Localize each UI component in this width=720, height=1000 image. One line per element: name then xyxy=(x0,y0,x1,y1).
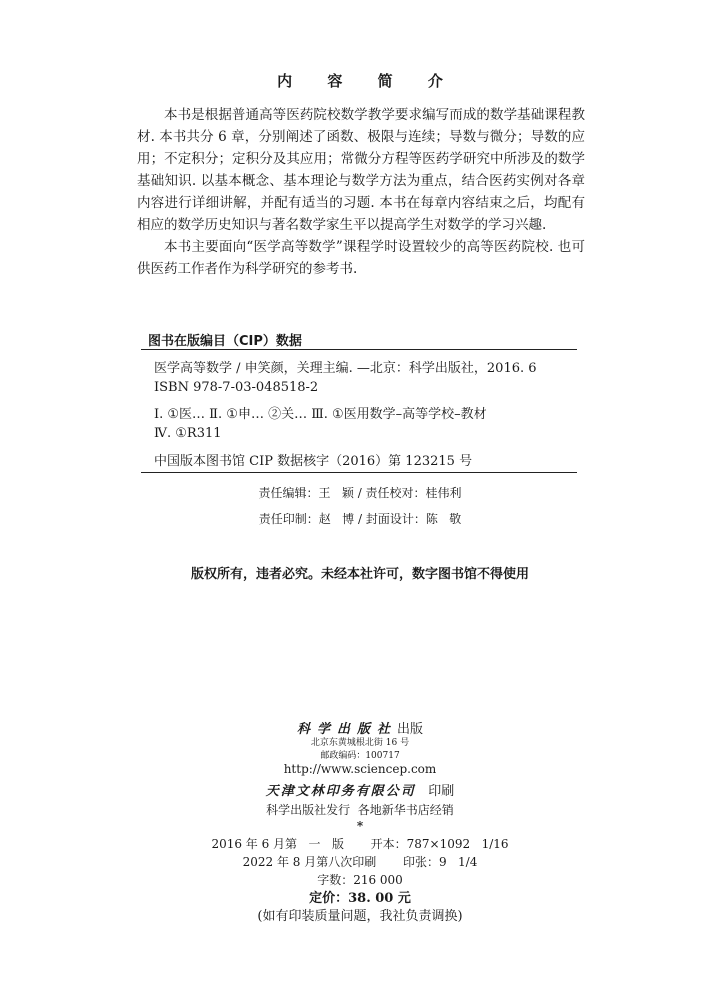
distribution-line: 科学出版社发行 各地新华书店经销 xyxy=(266,803,454,817)
publisher-website: http://www.sciencep.com xyxy=(283,762,437,776)
quality-note: (如有印装质量问题，我社负责调换) xyxy=(257,909,463,924)
publisher-address: 北京东黄城根北街 16 号 xyxy=(310,738,410,748)
intro-title: 内 容 简 介 xyxy=(277,72,458,90)
cip-record-number: 中国版本图书馆 CIP 数据核字（2016）第 123215 号 xyxy=(154,454,473,469)
price: 定价：38. 00 元 xyxy=(309,891,411,906)
cip-line-subjects: Ⅰ. ①医… Ⅱ. ①申… ②关… Ⅲ. ①医用数学–高等学校–教材 xyxy=(154,407,487,422)
printer-name: 天津文林印务有限公司 xyxy=(265,784,416,799)
printing-line: 2022 年 8 月第八次印刷 印张：9 1/4 xyxy=(242,855,478,869)
imprint-printer xyxy=(0,780,720,799)
publisher-name: 科学出版社 xyxy=(296,722,397,737)
cip-line-isbn: ISBN 978-7-03-048518-2 xyxy=(154,380,319,395)
publisher-postcode: 邮政编码：100717 xyxy=(320,751,400,761)
intro-paragraph-2: 本书主要面向“医学高等数学”课程学时设置较少的高等医药院校. 也可供医药工作者作为科学研究的参考书. xyxy=(137,239,585,277)
intro-text xyxy=(137,104,585,280)
staff-line-editors: 责任编辑：王 颖 / 责任校对：桂伟利 xyxy=(258,486,462,500)
copyright-notice: 版权所有，违者必究。未经本社许可，数字图书馆不得使用 xyxy=(190,567,529,582)
word-count: 字数：216 000 xyxy=(317,873,403,887)
cip-line-title: 医学高等数学 / 申笑颜，关理主编. —北京：科学出版社，2016. 6 xyxy=(154,361,537,376)
intro-paragraph-1: 本书是根据普通高等医药院校数学教学要求编写而成的数学基础课程教材. 本书共分 6 章，分别阐述了函数、极限与连续；导数与微分；导数的应用；不定积分；定积分及其应用；常微分方程等医药学研究中所涉及的数学基础知识. 以基本概念、基本理论与数学方法为重点，结合医药实例对各章内容进行详细讲解，并配有适当的习题. 本书在每章内容结束之后，均配有相应的数学历史知识与著名数学家生平以提高学生对数学的学习兴趣. xyxy=(137,107,585,233)
staff-line-production: 责任印制：赵 博 / 封面设计：陈 敬 xyxy=(258,512,462,526)
cip-line-classification: Ⅳ. ①R311 xyxy=(154,426,222,441)
imprint-separator: * xyxy=(356,819,364,833)
cip-heading: 图书在版编目（CIP）数据 xyxy=(148,334,302,349)
publisher-suffix: 出版 xyxy=(397,722,424,737)
edition-line: 2016 年 6 月第 一 版 开本：787×1092 1/16 xyxy=(211,837,509,851)
printer-suffix: 印刷 xyxy=(428,784,455,799)
